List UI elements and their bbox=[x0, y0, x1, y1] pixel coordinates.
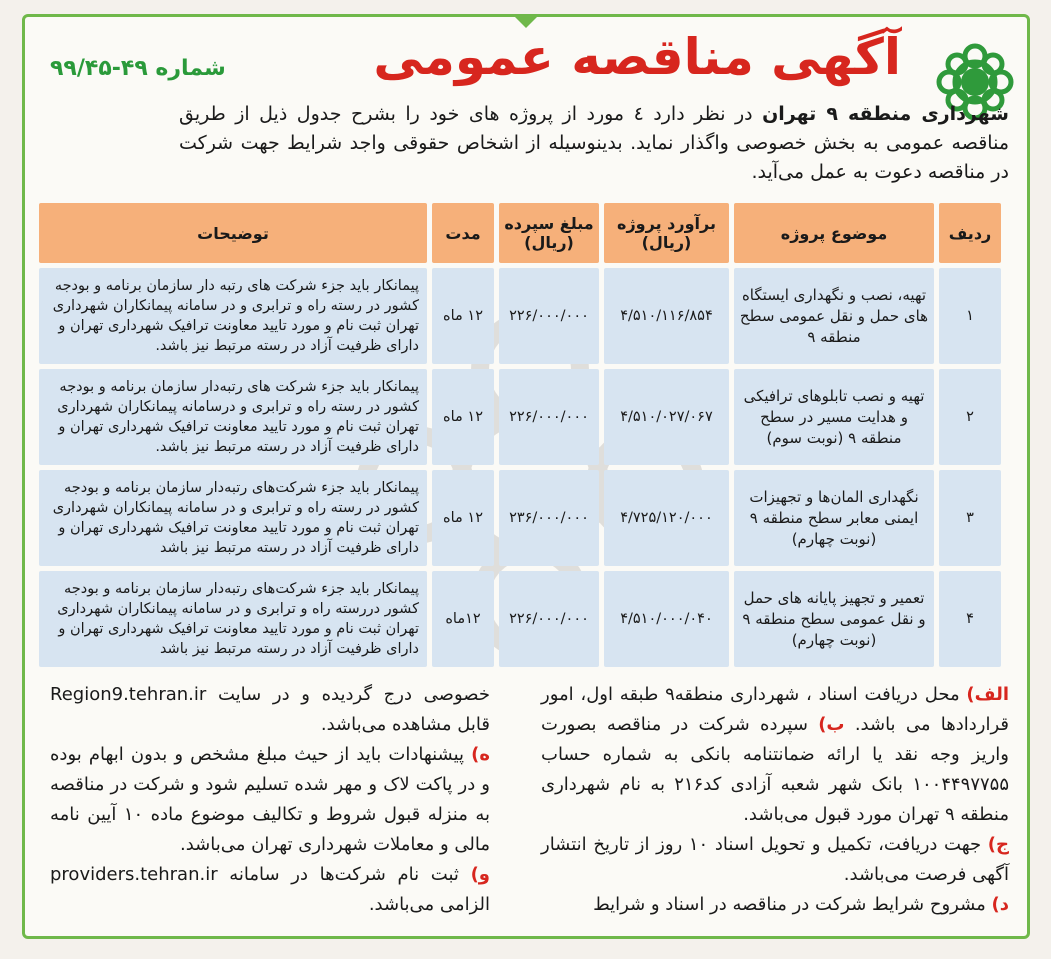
cell-notes: پیمانکار باید جزء شرکت های رتبه‌دار سازمان برنامه و بودجه کشور در رسته راه و ترابری و درسامانه پیمانکاران شهرداری تهران ثبت نام و مورد تایید معاونت ترافیک شهرداری تهران و دارای ظرفیت آزاد در رسته مرتبط نیز باشد. bbox=[39, 369, 427, 465]
note-vav-label: و) bbox=[470, 864, 490, 885]
note-dal-continued: خصوصی درج گردیده و در سایت Region9.tehran.ir قابل مشاهده می‌باشد. bbox=[50, 684, 490, 735]
header-subject: موضوع پروژه bbox=[734, 203, 934, 263]
cell-notes: پیمانکار باید جزء شرکت‌های رتبه‌دار سازمان برنامه و بودجه کشور در رسته راه و ترابری و در سامانه پیمانکاران شهرداری تهران ثبت نام و مورد تایید معاونت ترافیک شهرداری تهران و دارای ظرفیت آزاد در رسته مرتبط نیز باشد bbox=[39, 470, 427, 566]
notice-number: شماره ۴۹-۹۹/۴۵ bbox=[50, 56, 226, 81]
cell-duration: ۱۲ ماه bbox=[432, 268, 494, 364]
tender-table bbox=[34, 198, 1006, 672]
intro-municipality: شهرداری منطقه ۹ تهران bbox=[762, 103, 1009, 125]
cell-duration: ۱۲ماه bbox=[432, 571, 494, 667]
notes-left-column bbox=[50, 680, 490, 920]
intro-paragraph bbox=[179, 100, 1009, 187]
table-header-row bbox=[39, 203, 1001, 263]
note-jim-text: جهت دریافت، تکمیل و تحویل اسناد ۱۰ روز از تاریخ انتشار آگهی فرصت می‌باشد. bbox=[541, 834, 1009, 885]
cell-estimate: ۴/۵۱۰/۰۲۷/۰۶۷ bbox=[604, 369, 729, 465]
table-row bbox=[39, 571, 1001, 667]
cell-duration: ۱۲ ماه bbox=[432, 470, 494, 566]
cell-row-number: ۱ bbox=[939, 268, 1001, 364]
cell-subject: تهیه و نصب تابلوهای ترافیکی و هدایت مسیر در سطح منطقه ۹ (نوبت سوم) bbox=[734, 369, 934, 465]
cell-row-number: ۴ bbox=[939, 571, 1001, 667]
cell-notes: پیمانکار باید جزء شرکت‌های رتبه‌دار سازمان برنامه و بودجه کشور دررسته راه و ترابری و در سامانه پیمانکاران شهرداری تهران ثبت نام و مورد تایید معاونت ترافیک شهرداری تهران و دارای ظرفیت آزاد در رسته مرتبط نیز باشد bbox=[39, 571, 427, 667]
cell-estimate: ۴/۵۱۰/۰۰۰/۰۴۰ bbox=[604, 571, 729, 667]
cell-row-number: ۳ bbox=[939, 470, 1001, 566]
cell-notes: پیمانکار باید جزء شرکت های رتبه دار سازمان برنامه و بودجه کشور در رسته راه و ترابری و در سامانه پیمانکاران شهرداری تهران ثبت نام و مورد تایید معاونت ترافیک شهرداری تهران و دارای ظرفیت آزاد در رسته مرتبط نیز باشد. bbox=[39, 268, 427, 364]
cell-estimate: ۴/۷۲۵/۱۲۰/۰۰۰ bbox=[604, 470, 729, 566]
note-dal-text: مشروح شرایط شرکت در مناقصه در اسناد و شرایط bbox=[593, 894, 992, 915]
header-deposit: مبلغ سپرده (ریال) bbox=[499, 203, 599, 263]
header-duration: مدت bbox=[432, 203, 494, 263]
table-row bbox=[39, 268, 1001, 364]
cell-deposit: ۲۲۶/۰۰۰/۰۰۰ bbox=[499, 369, 599, 465]
note-jim-label: ج) bbox=[987, 834, 1009, 855]
cell-deposit: ۲۲۶/۰۰۰/۰۰۰ bbox=[499, 571, 599, 667]
cell-subject: تهیه، نصب و نگهداری ایستگاه های حمل و نقل عمومی سطح منطقه ۹ bbox=[734, 268, 934, 364]
cell-deposit: ۲۳۶/۰۰۰/۰۰۰ bbox=[499, 470, 599, 566]
note-alef-text: محل دریافت اسناد ، شهرداری منطقه۹ طبقه اول، امور قراردادها می باشد. bbox=[541, 684, 1009, 735]
frame-notch bbox=[512, 14, 540, 28]
cell-subject: تعمیر و تجهیز پایانه های حمل و نقل عمومی سطح منطقه ۹ (نوبت چهارم) bbox=[734, 571, 934, 667]
header-estimate: برآورد پروژه (ریال) bbox=[604, 203, 729, 263]
cell-estimate: ۴/۵۱۰/۱۱۶/۸۵۴ bbox=[604, 268, 729, 364]
table-row bbox=[39, 470, 1001, 566]
header-row-number: ردیف bbox=[939, 203, 1001, 263]
note-alef-label: الف) bbox=[966, 684, 1009, 705]
cell-subject: نگهداری المان‌ها و تجهیزات ایمنی معابر سطح منطقه ۹ (نوبت چهارم) bbox=[734, 470, 934, 566]
table-row bbox=[39, 369, 1001, 465]
note-be-text: سپرده شرکت در مناقصه بصورت واریز وجه نقد یا ارائه ضمانتنامه بانکی به شماره حساب ۱۰۰۴۴۹۷۷۵۵ بانک شهر شعبه آزادی کد۲۱۶ به نام شهرداری منطقه ۹ تهران مورد قبول می‌باشد. bbox=[541, 714, 1009, 825]
notice-title: آگهی مناقصه عمومی bbox=[373, 28, 901, 86]
note-be-label: ب) bbox=[818, 714, 845, 735]
intro-text: در نظر دارد ٤ مورد از پروژه های خود را بشرح جدول ذیل از طریق مناقصه عمومی به بخش خصوصی واگذار نماید. بدینوسیله از اشخاص حقوقی واجد شرایط جهت شرکت در مناقصه دعوت به عمل می‌آید. bbox=[179, 103, 1009, 183]
header-notes: توضیحات bbox=[39, 203, 427, 263]
cell-row-number: ۲ bbox=[939, 369, 1001, 465]
note-vav-text: ثبت نام شرکت‌ها در سامانه providers.tehran.ir الزامی می‌باشد. bbox=[50, 864, 490, 915]
note-he-text: پیشنهادات باید از حیث مبلغ مشخص و بدون ابهام بوده و در پاکت لاک و مهر شده تسلیم شود و شرکت در مناقصه به منزله قبول شروط و تکالیف موضوع ماده ۱۰ آیین نامه مالی و معاملات شهرداری تهران می‌باشد. bbox=[50, 744, 490, 855]
cell-deposit: ۲۲۶/۰۰۰/۰۰۰ bbox=[499, 268, 599, 364]
notes-right-column bbox=[541, 680, 1009, 920]
note-he-label: ه) bbox=[471, 744, 490, 765]
note-dal-label: د) bbox=[991, 894, 1009, 915]
cell-duration: ۱۲ ماه bbox=[432, 369, 494, 465]
